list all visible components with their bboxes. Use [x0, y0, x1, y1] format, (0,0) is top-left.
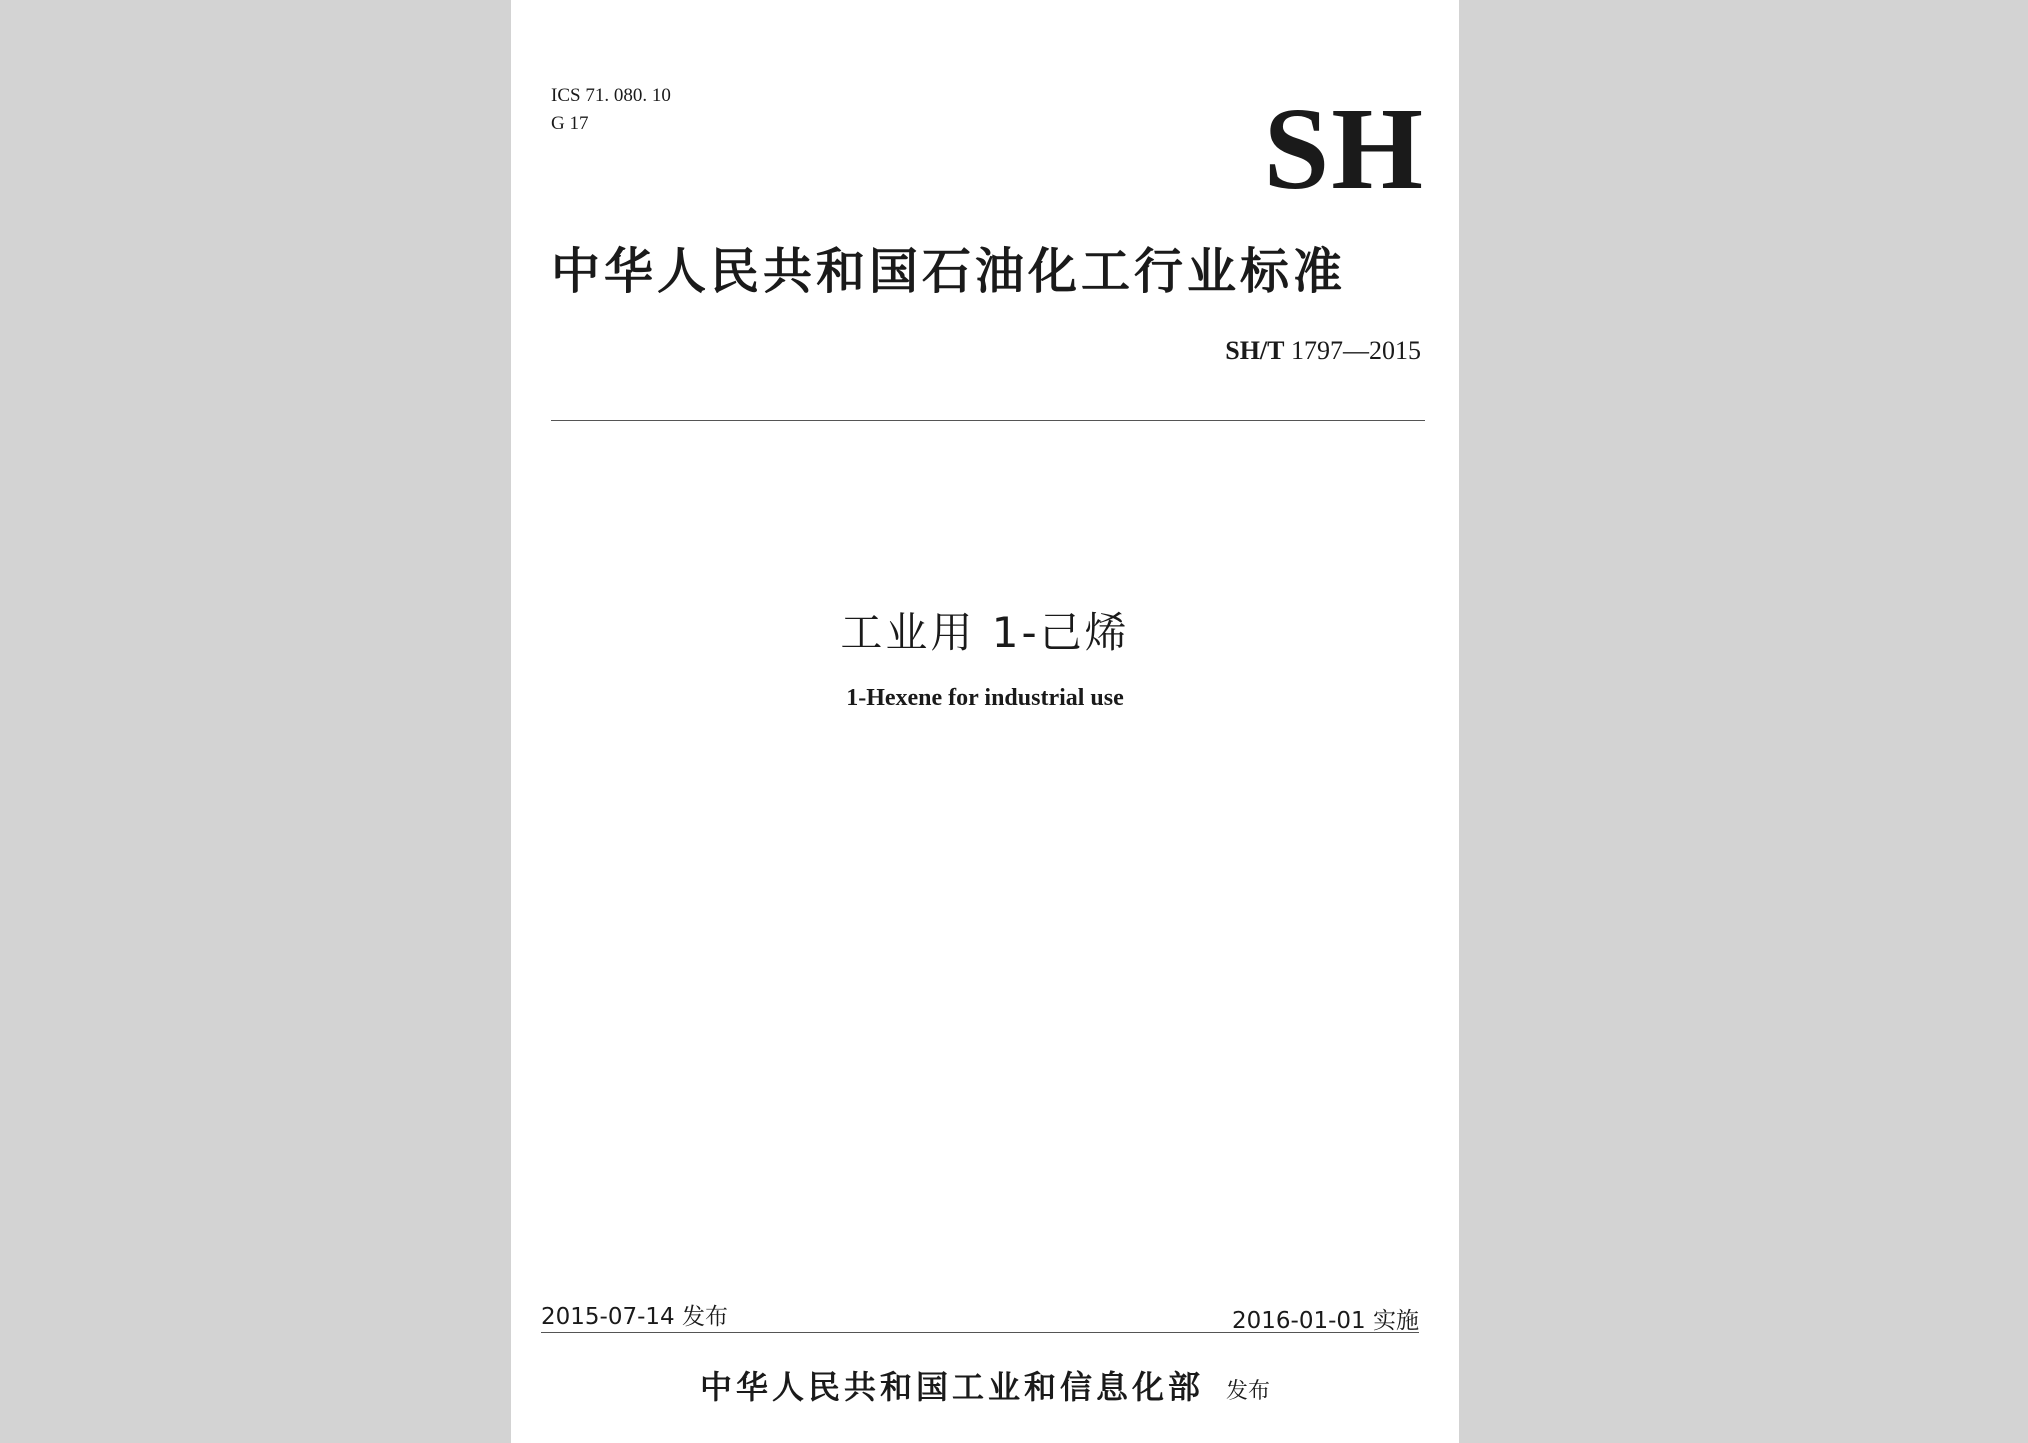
implementation-date: 2016-01-01 实施: [1232, 1308, 1419, 1334]
document-cover-page: [511, 0, 1459, 1443]
classification-codes: [551, 82, 671, 138]
standard-number: [1225, 336, 1421, 366]
document-title-chinese: 工业用 1-己烯: [840, 608, 1130, 657]
header-divider: [551, 420, 1425, 421]
publisher-line: [511, 1362, 1459, 1408]
standard-number-value: 1797—2015: [1291, 336, 1421, 365]
document-title-english: 1-Hexene for industrial use: [846, 685, 1124, 711]
issue-date: 2015-07-14 发布: [541, 1304, 728, 1330]
standard-category-title: 中华人民共和国石油化工行业标准: [551, 243, 1347, 300]
sh-logo: SH: [1263, 83, 1425, 214]
publisher-name: 中华人民共和国工业和信息化部: [699, 1368, 1204, 1406]
footer-divider: [541, 1332, 1419, 1333]
publish-label: 发布: [1226, 1379, 1271, 1404]
ccs-code: G 17: [551, 113, 589, 134]
standard-number-prefix: SH/T: [1225, 336, 1285, 365]
ics-code: ICS 71. 080. 10: [551, 85, 671, 106]
